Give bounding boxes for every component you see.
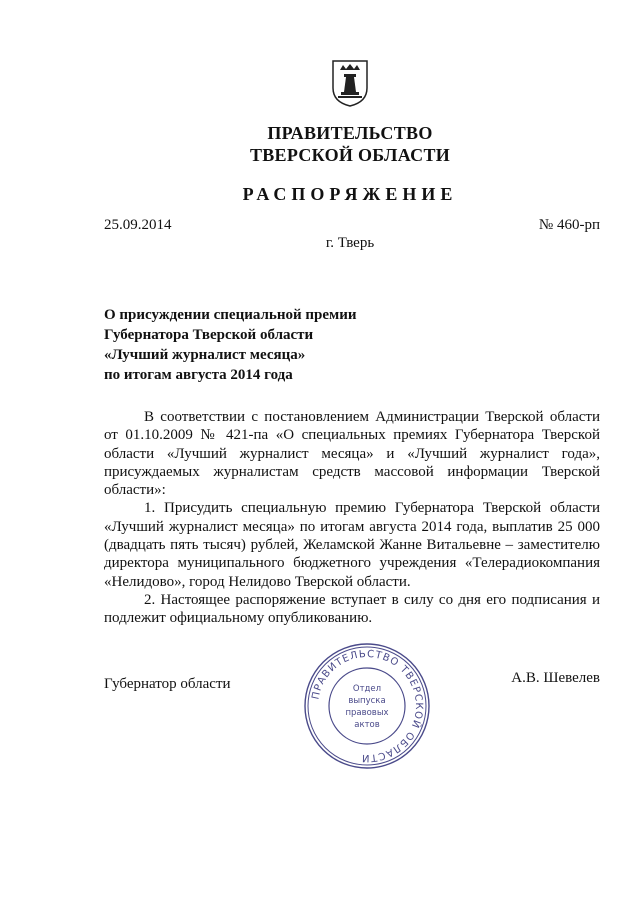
document-type: РАСПОРЯЖЕНИЕ — [242, 184, 458, 204]
stamp-center-line: актов — [354, 720, 380, 730]
official-stamp-icon — [303, 642, 431, 770]
title-line: «Лучший журналист месяца» — [104, 347, 306, 363]
body-paragraph: 2. Настоящее распоряжение вступает в силу со дня его подписания и подлежит официальному опубликованию. — [104, 591, 600, 627]
document-city: г. Тверь — [325, 235, 375, 251]
organization-name-line1: ПРАВИТЕЛЬСТВО — [267, 123, 433, 143]
title-line: О присуждении специальной премии — [104, 307, 357, 323]
document-number: № 460-рп — [538, 217, 600, 233]
coat-of-arms-icon — [330, 58, 370, 108]
stamp-ring-text: ПРАВИТЕЛЬСТВО ТВЕРСКОЙ ОБЛАСТИ — [310, 648, 425, 764]
signatory-name: А.В. Шевелев — [511, 670, 600, 686]
organization-name-line2: ТВЕРСКОЙ ОБЛАСТИ — [249, 145, 451, 165]
stamp-center-line: выпуска — [348, 696, 386, 706]
stamp-center-line: Отдел — [352, 684, 382, 694]
title-line: по итогам августа 2014 года — [104, 367, 293, 383]
document-title — [104, 305, 357, 385]
body-paragraph: В соответствии с постановлением Администрации Тверской области от 01.10.2009 № 421-па «О специальных премиях Губернатора Тверской области «Лучший журналист месяца» и «Лучший журналист года», присуждаемых журналистам средств массовой информации Тверской области»: — [104, 409, 600, 499]
body-paragraph: 1. Присудить специальную премию Губернатора Тверской области «Лучший журналист месяца» по итогам августа 2014 года, выплатив 25 000 (двадцать пять тысяч) рублей, Желамской Жанне Витальевне – заместителю директора муниципального бюджетного учреждения «Телерадиокомпания «Нелидово», город Нелидово Тверской области. — [104, 500, 600, 590]
document-date: 25.09.2014 — [104, 217, 172, 233]
title-line: Губернатора Тверской области — [104, 327, 314, 343]
document-body — [104, 408, 600, 628]
signatory-position: Губернатор области — [104, 676, 231, 692]
stamp-center-line: правовых — [345, 708, 389, 718]
